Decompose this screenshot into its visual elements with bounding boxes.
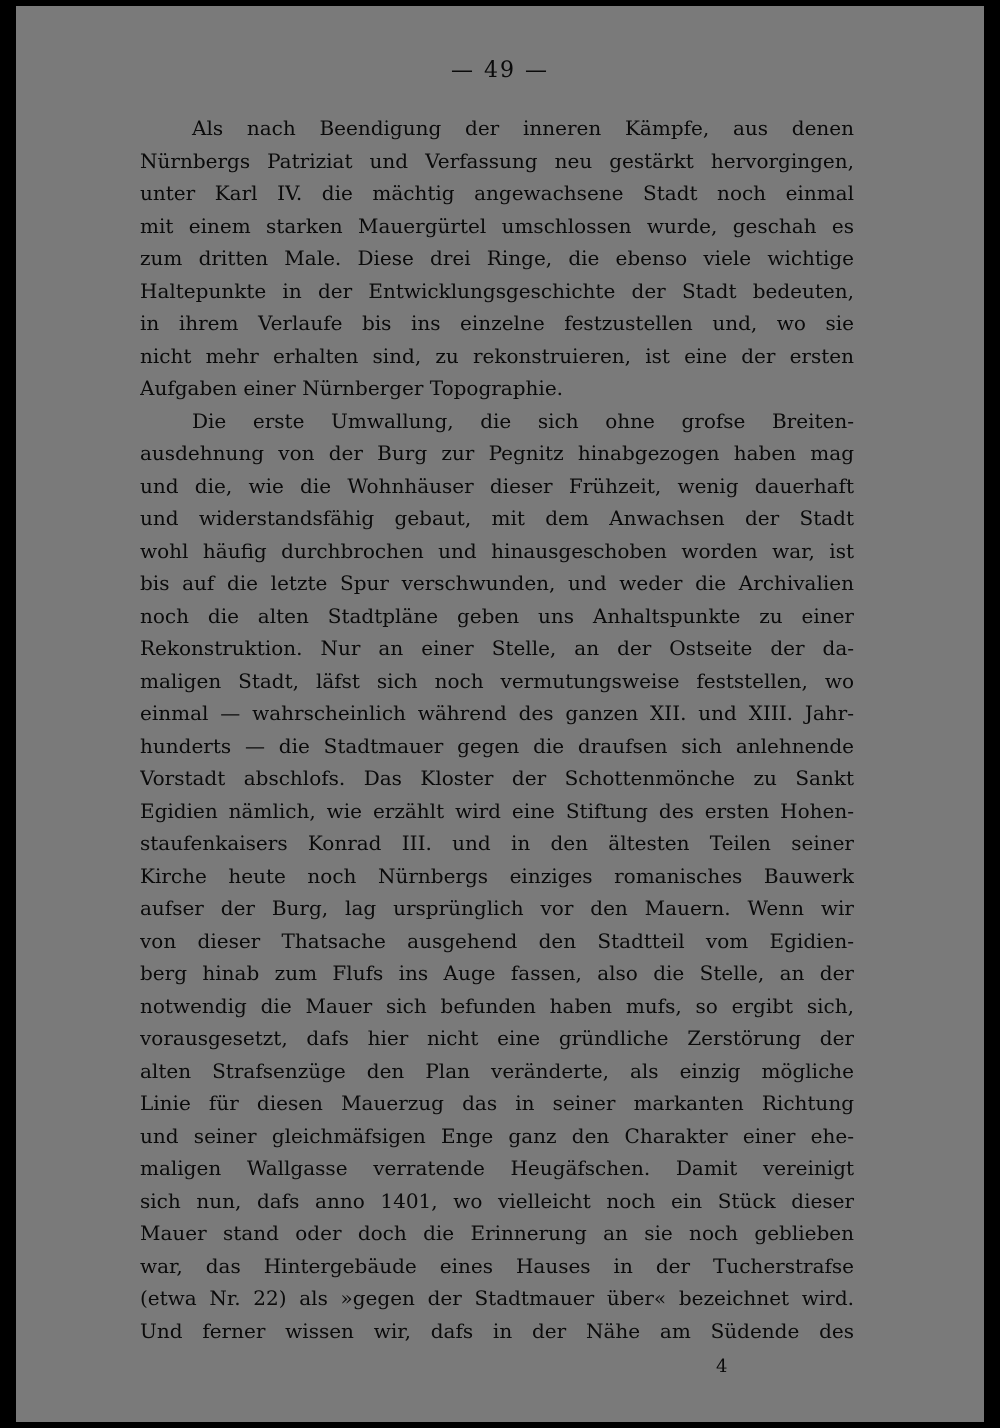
text-line: war, das Hintergebäude eines Hauses in der Tucherstrafse bbox=[140, 1253, 854, 1278]
text-line: Aufgaben einer Nürnberger Topographie. bbox=[140, 376, 564, 400]
text-line: staufenkaisers Konrad III. und in den ältesten Teilen seiner bbox=[140, 831, 854, 855]
body-text bbox=[140, 112, 854, 1347]
text-line: wohl häufig durchbrochen und hinausgeschoben worden war, ist bbox=[140, 538, 854, 563]
text-line: Als nach Beendigung der inneren Kämpfe, aus denen bbox=[192, 116, 854, 140]
text-line: hunderts — die Stadtmauer gegen die draufsen sich anlehnende bbox=[140, 733, 854, 758]
text-line: alten Strafsenzüge den Plan veränderte, als einzig mögliche bbox=[140, 1058, 854, 1083]
text-line: maligen Stadt, läfst sich noch vermutungsweise feststellen, wo bbox=[140, 668, 854, 693]
text-line: und die, wie die Wohnhäuser dieser Frühzeit, wenig dauerhaft bbox=[140, 473, 854, 498]
text-line: einmal — wahrscheinlich während des ganzen XII. und XIII. Jahr- bbox=[140, 701, 854, 725]
text-line: Nürnbergs Patriziat und Verfassung neu gestärkt hervorgingen, bbox=[140, 148, 854, 173]
text-line: berg hinab zum Flufs ins Auge fassen, also die Stelle, an der bbox=[140, 961, 854, 985]
text-line: bis auf die letzte Spur verschwunden, und weder die Archivalien bbox=[140, 571, 854, 595]
text-line: maligen Wallgasse verratende Heugäfschen. Damit vereinigt bbox=[140, 1156, 854, 1180]
text-line: Linie für diesen Mauerzug das in seiner markanten Richtung bbox=[140, 1091, 854, 1115]
text-line: Vorstadt abschlofs. Das Kloster der Schottenmönche zu Sankt bbox=[140, 766, 854, 790]
text-line: nicht mehr erhalten sind, zu rekonstruieren, ist eine der ersten bbox=[140, 343, 854, 368]
text-line: unter Karl IV. die mächtig angewachsene Stadt noch einmal bbox=[140, 181, 854, 205]
text-line: vorausgesetzt, dafs hier nicht eine gründliche Zerstörung der bbox=[140, 1026, 854, 1050]
text-line: aufser der Burg, lag ursprünglich vor den Mauern. Wenn wir bbox=[140, 896, 854, 920]
text-line: noch die alten Stadtpläne geben uns Anhaltspunkte zu einer bbox=[140, 603, 854, 628]
text-line: Haltepunkte in der Entwicklungsgeschichte der Stadt bedeuten, bbox=[140, 278, 854, 303]
text-line: notwendig die Mauer sich befunden haben mufs, so ergibt sich, bbox=[140, 993, 854, 1018]
text-line: Kirche heute noch Nürnbergs einziges romanisches Bauwerk bbox=[140, 863, 854, 888]
text-line: in ihrem Verlaufe bis ins einzelne festzustellen und, wo sie bbox=[140, 311, 854, 335]
page-number: — 49 — bbox=[451, 58, 549, 83]
text-line: Und ferner wissen wir, dafs in der Nähe am Südende des bbox=[140, 1318, 854, 1343]
text-line: Die erste Umwallung, die sich ohne grofse Breiten- bbox=[192, 408, 854, 433]
book-page bbox=[16, 6, 984, 1422]
text-line: sich nun, dafs anno 1401, wo vielleicht noch ein Stück dieser bbox=[140, 1188, 854, 1213]
text-line: zum dritten Male. Diese drei Ringe, die ebenso viele wichtige bbox=[140, 246, 854, 270]
printer-signature-mark: 4 bbox=[716, 1356, 728, 1377]
text-line: und seiner gleichmäfsigen Enge ganz den Charakter einer ehe- bbox=[140, 1123, 854, 1148]
text-line: Mauer stand oder doch die Erinnerung an sie noch geblieben bbox=[140, 1221, 854, 1245]
text-line: Egidien nämlich, wie erzählt wird eine Stiftung des ersten Hohen- bbox=[140, 798, 854, 823]
text-line: und widerstandsfähig gebaut, mit dem Anwachsen der Stadt bbox=[140, 506, 854, 530]
text-line: ausdehnung von der Burg zur Pegnitz hinabgezogen haben mag bbox=[140, 441, 854, 465]
text-line: von dieser Thatsache ausgehend den Stadtteil vom Egidien- bbox=[140, 928, 854, 953]
text-line: mit einem starken Mauergürtel umschlossen wurde, geschah es bbox=[140, 213, 854, 238]
text-line: Rekonstruktion. Nur an einer Stelle, an der Ostseite der da- bbox=[140, 636, 854, 660]
text-line: (etwa Nr. 22) als »gegen der Stadtmauer über« bezeichnet wird. bbox=[140, 1286, 854, 1310]
